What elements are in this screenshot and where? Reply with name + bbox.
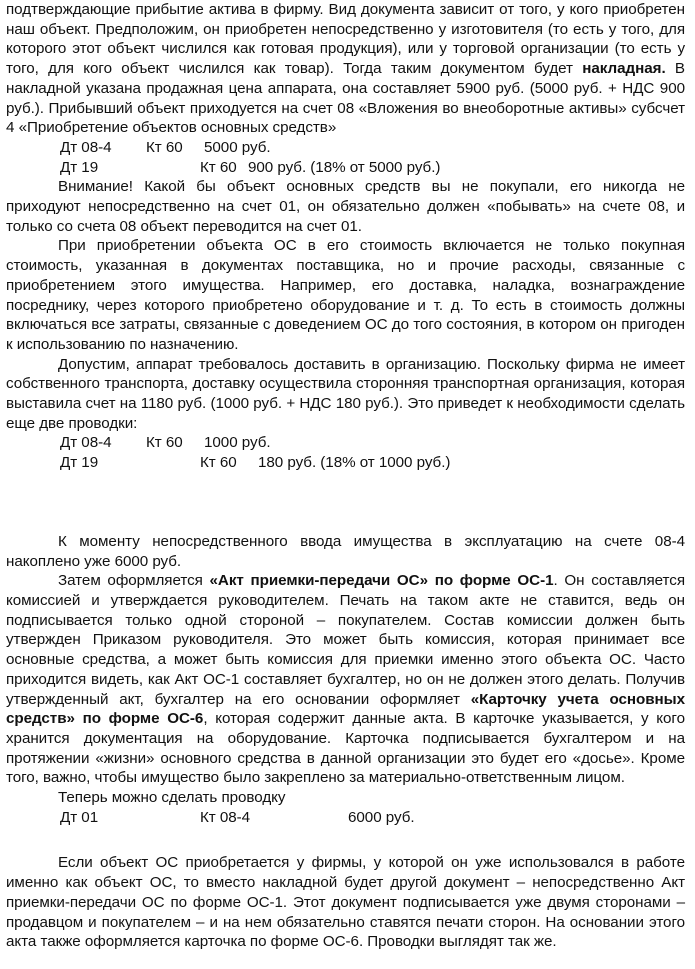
text: , которая содержит данные акта. В карточке указывается, у кого хранится документация на оборудование. Карточка подписывается бухгалтером и на протяжении «жизни» основного средства в данной организации это будет его «досье». Кроме того, важно, чтобы имущество было закреплено за материально-ответственным лицом. xyxy=(6,710,685,787)
entry-5 xyxy=(6,808,685,828)
paragraph-used-asset: Если объект ОС приобретается у фирмы, у которой он уже использовался в работе именно как объект ОС, то вместо накладной будет другой документ – непосредственно Акт приемки-передачи ОС по форме ОС-1. Этот документ подписывается уже двумя сторонами – продавцом и покупателем – и на нем обязательно ставятся печати сторон. На основании этого акта также оформляется карточка по форме ОС-6. Проводки выглядят так же. xyxy=(6,854,685,951)
paragraph-invoice xyxy=(6,0,685,138)
text: . Он составляется комиссией и утверждается руководителем. Печать на таком акте не ставится, ведь он подписывается только одной стороной – покупателем. Состав комиссии должен быть утвержден Приказом руководителя. Это может быть комиссия, которая принимает все основные средства, а может быть комиссия для приемки именно этого объекта ОС. Часто приходится видеть, как Акт ОС-1 составляет бухгалтер, но он не должен этого делать. Получив утвержденный акт, бухгалтер на его основании оформляет xyxy=(6,572,685,708)
entry-credit: Кт 60 xyxy=(200,454,237,472)
entry-amount: 180 руб. (18% от 1000 руб.) xyxy=(258,454,451,472)
entry-1 xyxy=(6,138,685,158)
blank-space xyxy=(6,827,685,853)
entry-debit: Дт 01 xyxy=(60,808,99,826)
paragraph-accumulated: К моменту непосредственного ввода имущества в эксплуатацию на счете 08-4 накоплено уже 6000 руб. xyxy=(6,532,685,570)
text: Затем оформляется xyxy=(58,572,210,590)
paragraph-posting-intro: Теперь можно сделать проводку xyxy=(58,789,286,807)
blank-space xyxy=(6,473,685,532)
entry-2 xyxy=(6,158,685,178)
paragraph-attention: Внимание! Какой бы объект основных средств вы не покупали, его никогда не приходуют непосредственно на счет 01, он обязательно должен «побывать» на счете 08, и только со счета 08 объект переводится на счет 01. xyxy=(6,178,685,235)
bold-term: «Карточку учета основных средств» по форме ОС-6 xyxy=(6,690,685,728)
entry-amount: 900 руб. (18% от 5000 руб.) xyxy=(248,158,441,176)
bold-term: накладная. xyxy=(582,60,666,78)
text: подтверждающие прибытие актива в фирму. Вид документа зависит от того, у кого приобретен наш объект. Предположим, он приобретен непосредственно у изготовителя (то есть у того, для которого этот объект числился как готовая продукция), или у торговой организации (то есть у того, для кого объект числился как товар). Тогда таким документом будет xyxy=(6,1,685,78)
entry-debit: Дт 19 xyxy=(60,158,99,176)
entry-4 xyxy=(6,453,685,473)
entry-credit: Кт 08-4 xyxy=(200,808,251,826)
entry-credit: Кт 60 xyxy=(200,158,237,176)
entry-3 xyxy=(6,433,685,453)
entry-debit: Дт 08-4 xyxy=(60,434,112,452)
paragraph-act-os1 xyxy=(6,571,685,788)
entry-amount: 1000 руб. xyxy=(204,434,271,452)
paragraph-delivery: Допустим, аппарат требовалось доставить в организацию. Поскольку фирма не имеет собственного транспорта, доставку осуществила сторонняя транспортная организация, которая выставила счет на 1180 руб. (1000 руб. + НДС 180 руб.). Это приведет к необходимости сделать еще две проводки: xyxy=(6,355,685,432)
entry-debit: Дт 08-4 xyxy=(60,138,112,156)
entry-amount: 5000 руб. xyxy=(204,138,271,156)
entry-credit: Кт 60 xyxy=(146,138,183,156)
text: В накладной указана продажная цена аппарата, она составляет 5900 руб. (5000 руб. + НДС 900 руб.). Прибывший объект приходуется на счет 08 «Вложения во внеоборотные активы» субсчет 4 «Приобретение объектов основных средств» xyxy=(6,60,685,137)
paragraph-cost: При приобретении объекта ОС в его стоимость включается не только покупная стоимость, указанная в документах поставщика, но и прочие расходы, связанные с приобретением этого имущества. Например, его доставка, наладка, вознаграждение посреднику, через которого приобретено оборудование и т. д. То есть в стоимость должны включаться все затраты, связанные с доведением ОС до того состояния, в котором он пригоден к использованию по назначению. xyxy=(6,237,685,353)
entry-credit: Кт 60 xyxy=(146,434,183,452)
entry-amount: 6000 руб. xyxy=(348,808,415,826)
entry-debit: Дт 19 xyxy=(60,454,99,472)
bold-term: «Акт приемки-передачи ОС» по форме ОС-1 xyxy=(209,572,554,590)
